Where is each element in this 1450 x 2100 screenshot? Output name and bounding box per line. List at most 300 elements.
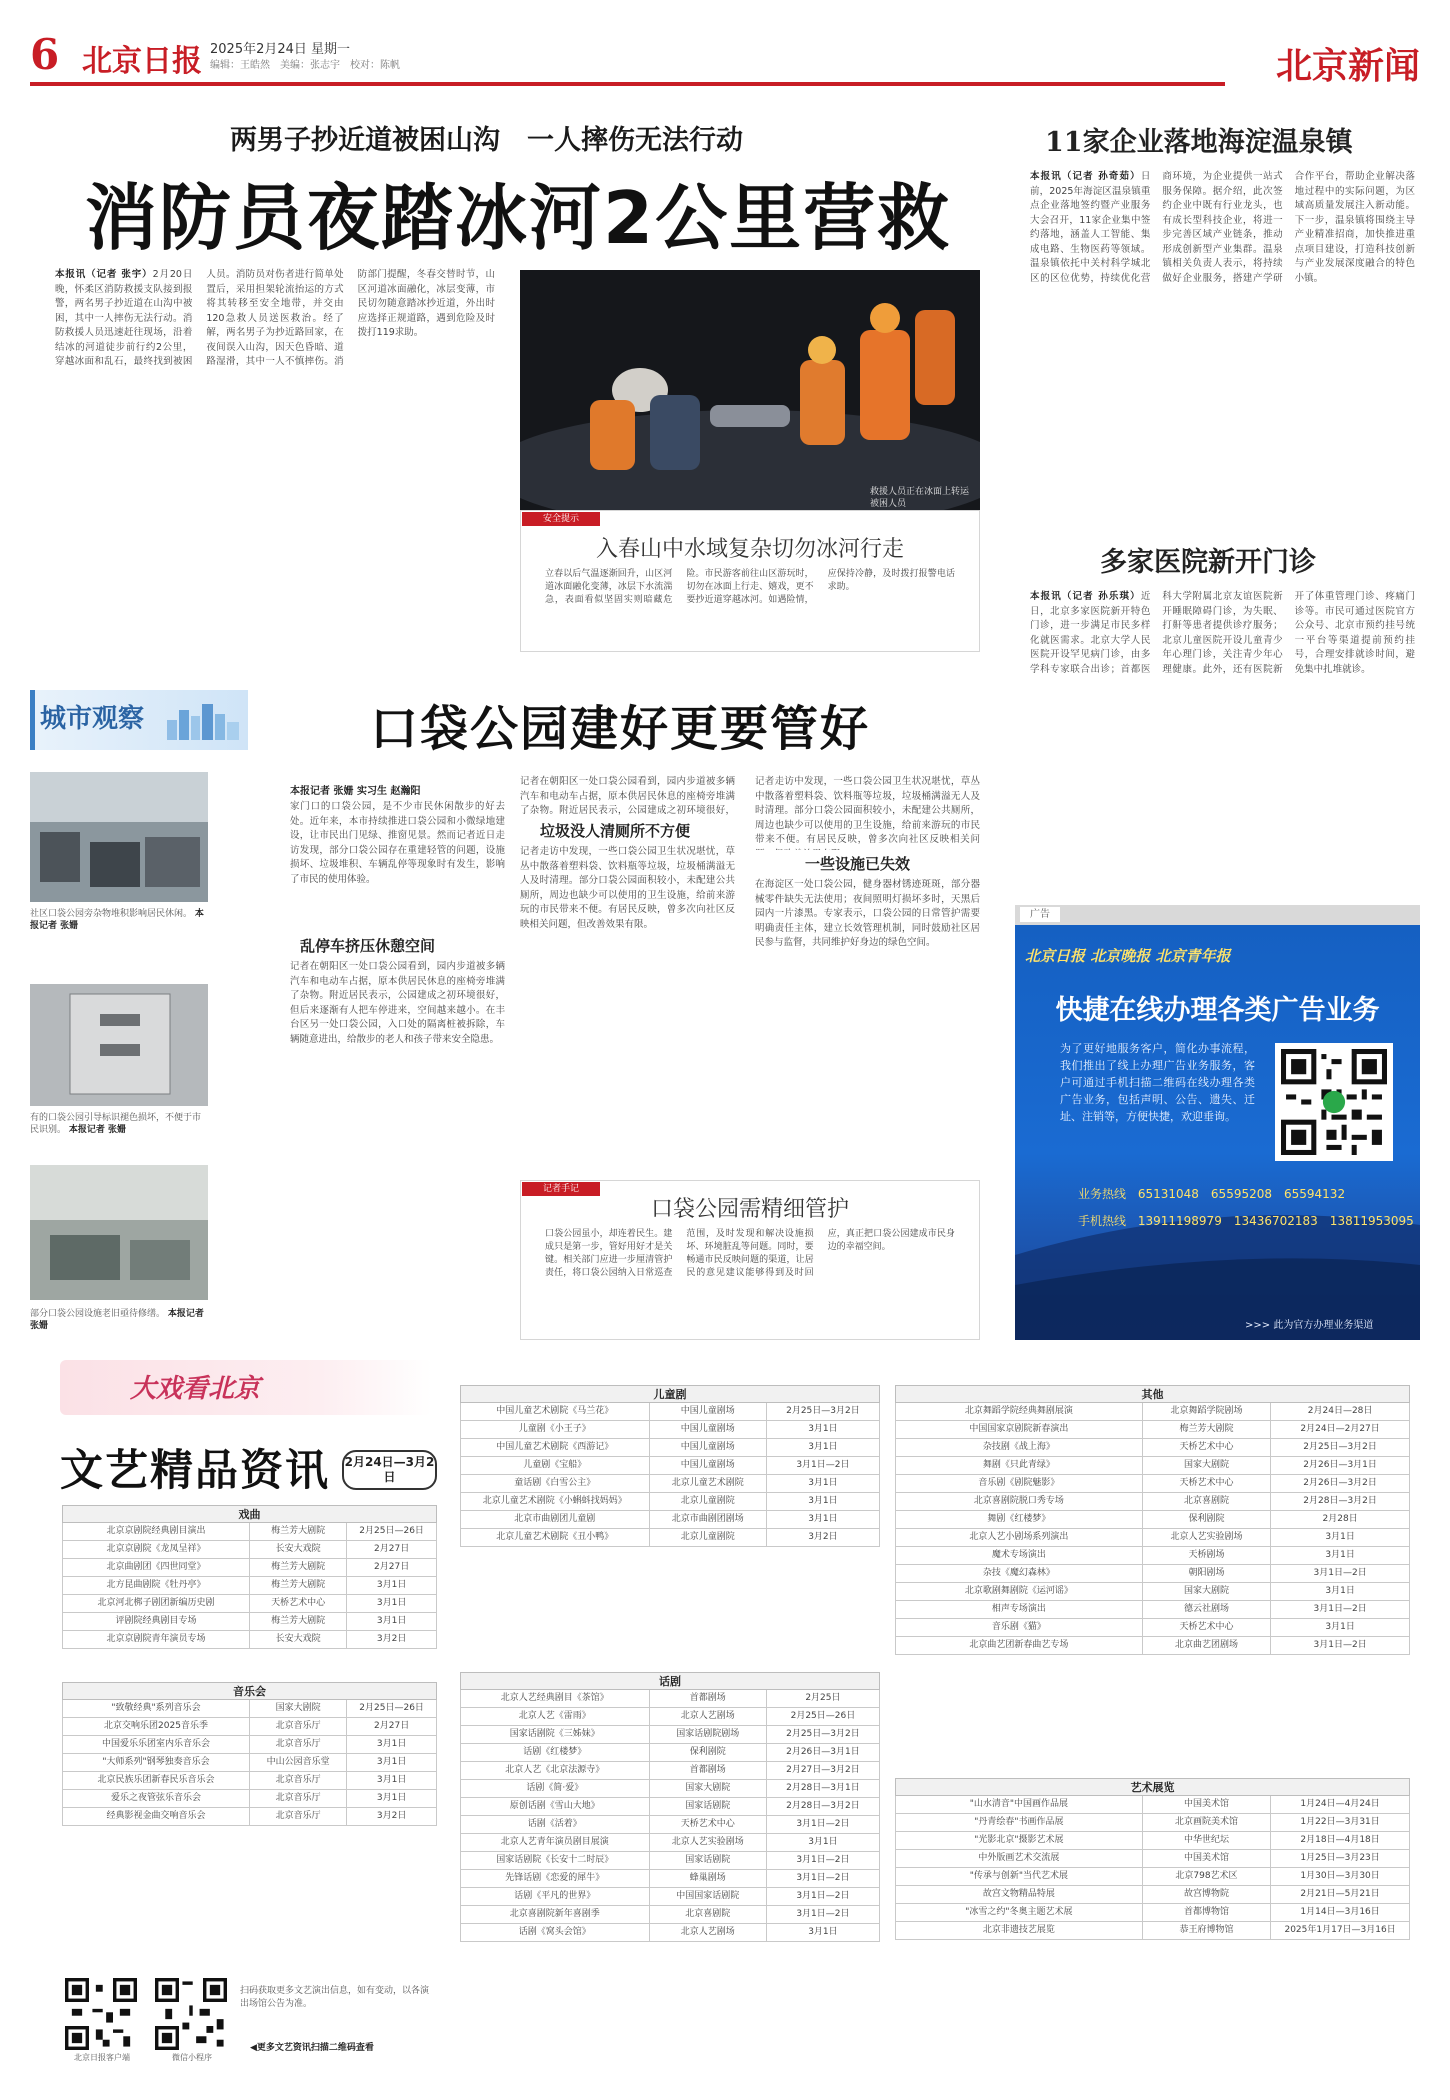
event-venue-cell: 中国儿童剧场 — [649, 1403, 766, 1421]
ad-mobile-line — [1078, 1212, 1414, 1229]
event-name-cell: 杂技《魔幻森林》 — [896, 1565, 1143, 1583]
table-row — [896, 1529, 1410, 1547]
table-row — [461, 1529, 880, 1547]
table-row — [896, 1511, 1410, 1529]
table-row — [896, 1886, 1410, 1904]
guide-sign-illustration — [30, 984, 208, 1106]
event-venue-cell: 北京曲艺团剧场 — [1142, 1637, 1271, 1655]
ad-phone-label: 业务热线 — [1078, 1187, 1127, 1201]
table-row — [896, 1850, 1410, 1868]
table-row — [63, 1577, 437, 1595]
event-date-cell: 3月1日—2日 — [766, 1816, 879, 1834]
table-row — [63, 1595, 437, 1613]
ad-qr-code[interactable] — [1275, 1043, 1393, 1161]
table-row — [63, 1790, 437, 1808]
ad-label-bar — [1015, 905, 1420, 925]
event-name-cell: 北京人艺《雷雨》 — [461, 1708, 650, 1726]
event-name-cell: 相声专场演出 — [896, 1601, 1143, 1619]
event-venue-cell: 北京人艺剧场 — [649, 1708, 766, 1726]
park-headline: 口袋公园建好更要管好 — [370, 701, 871, 757]
skyline-icon — [165, 702, 243, 740]
lead-article-body — [55, 268, 495, 628]
event-name-cell: 北方昆曲剧院《牡丹亭》 — [63, 1577, 250, 1595]
event-venue-cell: 北京音乐厅 — [250, 1736, 347, 1754]
event-date-cell: 2月25日—26日 — [766, 1708, 879, 1726]
event-name-cell: "山水清音"中国画作品展 — [896, 1796, 1143, 1814]
event-venue-cell: 天桥艺术中心 — [1142, 1619, 1271, 1637]
event-name-cell: 话剧《活着》 — [461, 1816, 650, 1834]
table-row — [63, 1772, 437, 1790]
event-name-cell: "大师系列"钢琴独奏音乐会 — [63, 1754, 250, 1772]
event-venue-cell: 国家话剧院 — [649, 1852, 766, 1870]
qr-more-link[interactable]: ◀更多文艺资讯扫描二维码查看 — [250, 2043, 374, 2053]
tip-label: 安全提示 — [522, 512, 600, 526]
park-body-1-cont: 记者在朝阳区一处口袋公园看到，园内步道被多辆汽车和电动车占据，原本供居民休息的座椅旁堆满了杂物。附近居民表示，公园建成之初环境很好， — [520, 776, 735, 815]
event-venue-cell: 梅兰芳大剧院 — [250, 1523, 347, 1541]
event-name-cell: 中外版画艺术交流展 — [896, 1850, 1143, 1868]
table-row — [461, 1924, 880, 1942]
issue-date: 2025年2月24日 星期一 — [210, 42, 351, 57]
event-venue-cell: 北京音乐厅 — [250, 1718, 347, 1736]
event-date-cell: 1月22日—3月31日 — [1271, 1814, 1410, 1832]
park-byline: 本报记者 张姗 实习生 赵瀚阳 — [290, 786, 421, 797]
table-row — [896, 1457, 1410, 1475]
events-table — [460, 1672, 880, 1942]
event-name-cell: 杂技剧《战上海》 — [896, 1439, 1143, 1457]
events-table-opera — [62, 1505, 437, 1649]
hospital-headline: 多家医院新开门诊 — [1100, 547, 1316, 578]
event-venue-cell: 天桥剧场 — [1142, 1547, 1271, 1565]
event-date-cell: 3月1日—2日 — [1271, 1601, 1410, 1619]
table-row — [896, 1637, 1410, 1655]
event-venue-cell: 长安大戏院 — [250, 1631, 347, 1649]
event-date-cell: 2月24日—2月27日 — [1271, 1421, 1410, 1439]
event-date-cell: 3月1日 — [766, 1439, 879, 1457]
tip-headline: 入春山中水域复杂切勿冰河行走 — [595, 537, 904, 562]
table-row — [896, 1619, 1410, 1637]
event-venue-cell: 国家话剧院剧场 — [649, 1726, 766, 1744]
event-venue-cell: 首都剧场 — [649, 1690, 766, 1708]
event-venue-cell: 梅兰芳大剧院 — [1142, 1421, 1271, 1439]
event-date-cell: 2月28日—3月1日 — [766, 1780, 879, 1798]
event-date-cell: 1月24日—4月24日 — [1271, 1796, 1410, 1814]
lead-body-text: 2月20日晚，怀柔区消防救援支队接到报警，两名男子抄近道在山沟中被困，其中一人摔伤无法行动。消防救援人员迅速赶往现场，沿着结冰的河道徒步前行约2公里，穿越冰面和乱石，最终找到被困人员。消防员对伤者进行简单处置后，采用担架轮流抬运的方式将其转移至安全地带，并交由120急救人员送医救治。经了解，两名男子为抄近路回家，在夜间误入山沟，因天色昏暗、道路湿滑，其中一人不慎摔伤。消防部门提醒，冬春交替时节，山区河道冰面融化，冰层变薄，市民切勿随意踏冰抄近道，外出时应选择正规道路，遇到危险及时拨打119求助。 — [55, 269, 495, 367]
city-observation-label: 城市观察 — [40, 704, 145, 734]
refine-body: 口袋公园虽小，却连着民生。建成只是第一步，管好用好才是关键。相关部门应进一步厘清管护责任，将口袋公园纳入日常巡查范围，及时发现和解决设施损坏、环境脏乱等问题。同时，要畅通市民反映问题的渠道，让居民的意见建议能够得到及时回应，真正把口袋公园建成市民身边的幸福空间。 — [545, 1229, 955, 1278]
event-date-cell: 3月1日 — [347, 1754, 437, 1772]
park-body-2: 记者走访中发现，一些口袋公园卫生状况堪忧，草丛中散落着塑料袋、饮料瓶等垃圾，垃圾桶满溢无人及时清理。部分口袋公园面积较小，未配建公共厕所，周边也缺少可以使用的卫生设施，给前来游玩的市民带来不便。有居民反映，曾多次向社区反映相关问题，但改善效果有限。 — [520, 846, 735, 930]
event-name-cell: 音乐剧《猫》 — [896, 1619, 1143, 1637]
events-table-title: 音乐会 — [63, 1683, 437, 1700]
event-venue-cell: 首都博物馆 — [1142, 1904, 1271, 1922]
event-date-cell: 2月25日 — [766, 1690, 879, 1708]
city-photo-1-credit: 本报记者 张姗 — [30, 909, 204, 931]
arts-title: 文艺精品资讯 — [60, 1446, 330, 1496]
event-date-cell: 2月27日 — [347, 1718, 437, 1736]
table-row — [63, 1736, 437, 1754]
event-name-cell: 北京儿童艺术剧院《丑小鸭》 — [461, 1529, 650, 1547]
table-row — [461, 1816, 880, 1834]
event-date-cell: 3月2日 — [766, 1529, 879, 1547]
park-subhead-3: 一些设施已失效 — [805, 855, 911, 873]
event-date-cell: 2月28日—3月2日 — [766, 1798, 879, 1816]
event-venue-cell: 北京儿童艺术剧院 — [649, 1475, 766, 1493]
table-row — [63, 1631, 437, 1649]
events-table-title: 艺术展览 — [896, 1779, 1410, 1796]
events-table — [62, 1505, 437, 1649]
ad-mobile-label: 手机热线 — [1078, 1214, 1127, 1228]
event-date-cell: 2月25日—3月2日 — [766, 1403, 879, 1421]
event-date-cell: 3月1日 — [766, 1511, 879, 1529]
qr-code-icon — [1281, 1049, 1387, 1155]
event-date-cell: 2月24日—28日 — [1271, 1403, 1410, 1421]
event-venue-cell: 首都剧场 — [649, 1762, 766, 1780]
page-number: 6 — [30, 30, 60, 79]
table-row — [63, 1700, 437, 1718]
event-venue-cell: 北京音乐厅 — [250, 1790, 347, 1808]
table-row — [461, 1726, 880, 1744]
event-date-cell: 2025年1月17日—3月16日 — [1271, 1922, 1410, 1940]
event-name-cell: 爱乐之夜管弦乐音乐会 — [63, 1790, 250, 1808]
event-name-cell: 北京京剧院青年演员专场 — [63, 1631, 250, 1649]
event-venue-cell: 天桥艺术中心 — [1142, 1439, 1271, 1457]
events-table-title: 其他 — [896, 1386, 1410, 1403]
ad-phone-line — [1078, 1185, 1345, 1202]
table-row — [461, 1457, 880, 1475]
event-venue-cell: 天桥艺术中心 — [1142, 1475, 1271, 1493]
event-name-cell: 北京京剧院经典剧目演出 — [63, 1523, 250, 1541]
event-name-cell: 中国儿童艺术剧院《西游记》 — [461, 1439, 650, 1457]
qr-code-caption-app: 北京日报客户端 — [74, 2053, 130, 2062]
table-row — [461, 1906, 880, 1924]
event-date-cell: 3月1日 — [347, 1595, 437, 1613]
ad-title: 快捷在线办理各类广告业务 — [1055, 995, 1380, 1026]
city-photo-2-caption-text: 有的口袋公园引导标识褪色损坏，不便于市民识别。 — [30, 1113, 202, 1135]
event-date-cell: 3月1日—2日 — [766, 1888, 879, 1906]
events-table — [62, 1682, 437, 1826]
table-row — [896, 1439, 1410, 1457]
event-name-cell: 中国国家京剧院新春演出 — [896, 1421, 1143, 1439]
event-venue-cell: 蜂巢剧场 — [649, 1870, 766, 1888]
event-venue-cell: 北京人艺剧场 — [649, 1924, 766, 1942]
event-name-cell: 话剧《平凡的世界》 — [461, 1888, 650, 1906]
event-name-cell: 经典影视金曲交响音乐会 — [63, 1808, 250, 1826]
table-row — [63, 1808, 437, 1826]
event-venue-cell: 国家大剧院 — [649, 1780, 766, 1798]
city-photo-3-caption-text: 部分口袋公园设施老旧亟待修缮。 — [30, 1309, 166, 1319]
event-venue-cell: 梅兰芳大剧院 — [250, 1559, 347, 1577]
header-rule — [30, 82, 1225, 86]
event-name-cell: 北京民族乐团新春民乐音乐会 — [63, 1772, 250, 1790]
event-venue-cell: 国家大剧院 — [1142, 1583, 1271, 1601]
table-row — [896, 1583, 1410, 1601]
event-name-cell: 故宫文物精品特展 — [896, 1886, 1143, 1904]
qr-note: 扫码获取更多文艺演出信息，如有变动，以各演出场馆公告为准。 — [240, 1986, 430, 2009]
event-name-cell: 评剧院经典剧目专场 — [63, 1613, 250, 1631]
table-row — [896, 1421, 1410, 1439]
events-table-other — [895, 1385, 1410, 1655]
table-row — [896, 1868, 1410, 1886]
city-photo-2-caption — [30, 1112, 208, 1136]
events-table-exhibition — [895, 1778, 1410, 1940]
table-row — [461, 1421, 880, 1439]
parked-bikes-illustration — [30, 772, 208, 902]
masthead-logo: 北京日报 — [82, 44, 202, 79]
event-venue-cell: 中国儿童剧场 — [649, 1439, 766, 1457]
event-venue-cell: 天桥艺术中心 — [649, 1816, 766, 1834]
table-row — [461, 1493, 880, 1511]
ad-footer: >>> 此为官方办理业务渠道 — [1245, 1320, 1374, 1331]
event-name-cell: 北京人艺《北京法源寺》 — [461, 1762, 650, 1780]
event-name-cell: 北京人艺经典剧目《茶馆》 — [461, 1690, 650, 1708]
event-date-cell: 2月28日—3月2日 — [1271, 1493, 1410, 1511]
events-table — [460, 1385, 880, 1547]
event-venue-cell: 北京人艺实验剧场 — [1142, 1529, 1271, 1547]
table-row — [896, 1796, 1410, 1814]
table-row — [63, 1559, 437, 1577]
table-row — [461, 1690, 880, 1708]
qr-code-caption-mini-program: 微信小程序 — [172, 2053, 212, 2062]
table-row — [461, 1852, 880, 1870]
event-date-cell: 3月1日 — [766, 1924, 879, 1942]
event-date-cell: 3月1日—2日 — [1271, 1637, 1410, 1655]
event-name-cell: "丹青绘春"书画作品展 — [896, 1814, 1143, 1832]
event-date-cell: 3月1日 — [347, 1772, 437, 1790]
table-row — [896, 1547, 1410, 1565]
event-name-cell: 北京市曲剧团儿童剧 — [461, 1511, 650, 1529]
ad-label: 广告 — [1020, 907, 1060, 922]
park-body-1: 记者在朝阳区一处口袋公园看到，园内步道被多辆汽车和电动车占据，原本供居民休息的座椅旁堆满了杂物。附近居民表示，公园建成之初环境很好，但后来逐渐有人把车停进来，空间越来越小。在丰台区另一处口袋公园，入口处的隔离桩被拆除，车辆随意进出，给散步的老人和孩子带来安全隐患。 — [290, 961, 505, 1045]
lead-photo — [520, 270, 980, 510]
city-photo-3-caption — [30, 1308, 208, 1332]
events-table — [895, 1778, 1410, 1940]
city-photo-3-credit: 本报记者 张姗 — [30, 1309, 204, 1331]
city-photo-3 — [30, 1165, 208, 1300]
city-photo-1-caption-text: 社区口袋公园旁杂物堆积影响居民休闲。 — [30, 909, 193, 919]
table-row — [461, 1744, 880, 1762]
table-row — [461, 1475, 880, 1493]
event-date-cell: 2月21日—5月21日 — [1271, 1886, 1410, 1904]
hospital-article-body — [1030, 590, 1415, 890]
event-date-cell: 3月1日 — [766, 1834, 879, 1852]
haidian-headline: 11家企业落地海淀温泉镇 — [1045, 127, 1353, 158]
arts-date-range: 2月24日—3月2日 — [342, 1450, 437, 1490]
event-name-cell: 北京非遗技艺展览 — [896, 1922, 1143, 1940]
event-date-cell: 1月25日—3月23日 — [1271, 1850, 1410, 1868]
event-name-cell: "传承与创新"当代艺术展 — [896, 1868, 1143, 1886]
event-name-cell: 北京交响乐团2025音乐季 — [63, 1718, 250, 1736]
events-table-title: 儿童剧 — [461, 1386, 880, 1403]
haidian-body-text: 日前，2025年海淀区温泉镇重点企业落地签约暨产业服务大会召开，11家企业集中签约落地，涵盖人工智能、集成电路、生物医药等领域。温泉镇依托中关村科学城北区的区位优势，持续优化营商环境，为企业提供一站式服务保障。据介绍，此次签约企业中既有行业龙头，也有成长型科技企业，将进一步完善区域产业链条，推动形成创新型产业集群。温泉镇相关负责人表示，将持续做好企业服务，搭建产学研合作平台，帮助企业解决落地过程中的实际问题，为区域高质量发展注入新动能。下一步，温泉镇将围绕主导产业精准招商，加快推进重点项目建设，打造科技创新与产业发展深度融合的特色小镇。 — [1030, 171, 1415, 284]
ad-brand: 北京日报 北京晚报 北京青年报 — [1025, 947, 1231, 965]
event-date-cell: 3月1日 — [347, 1790, 437, 1808]
event-date-cell: 2月28日 — [1271, 1511, 1410, 1529]
event-venue-cell: 梅兰芳大剧院 — [250, 1613, 347, 1631]
table-row — [896, 1601, 1410, 1619]
table-row — [461, 1511, 880, 1529]
table-row — [896, 1832, 1410, 1850]
park-subhead-1: 乱停车挤压休憩空间 — [300, 937, 436, 955]
issue-editors: 编辑：王皓然 美编：张志宇 校对：陈帆 — [210, 60, 400, 71]
event-venue-cell: 北京音乐厅 — [250, 1772, 347, 1790]
event-name-cell: 舞剧《红楼梦》 — [896, 1511, 1143, 1529]
event-venue-cell: 北京人艺实验剧场 — [649, 1834, 766, 1852]
event-name-cell: 北京京剧院《龙凤呈祥》 — [63, 1541, 250, 1559]
event-date-cell: 3月1日 — [766, 1475, 879, 1493]
arts-banner-label: 大戏看北京 — [130, 1374, 261, 1404]
event-name-cell: 中国儿童艺术剧院《马兰花》 — [461, 1403, 650, 1421]
city-photo-2 — [30, 984, 208, 1106]
haidian-byline: 本报讯（记者 孙奇茹） — [1030, 171, 1141, 182]
city-photo-1 — [30, 772, 208, 902]
event-name-cell: 北京歌剧舞剧院《运河谣》 — [896, 1583, 1143, 1601]
event-name-cell: 儿童剧《宝船》 — [461, 1457, 650, 1475]
events-table-children — [460, 1385, 880, 1547]
event-date-cell: 3月1日 — [1271, 1583, 1410, 1601]
event-name-cell: 舞剧《只此青绿》 — [896, 1457, 1143, 1475]
event-venue-cell: 北京舞蹈学院剧场 — [1142, 1403, 1271, 1421]
table-row — [63, 1718, 437, 1736]
events-table-title: 话剧 — [461, 1673, 880, 1690]
hospital-body-text: 近日，北京多家医院新开特色门诊，进一步满足市民多样化就医需求。北京大学人民医院开设罕见病门诊，由多学科专家联合出诊；首都医科大学附属北京友谊医院新开睡眠障碍门诊，为失眠、打鼾等患者提供诊疗服务；北京儿童医院开设儿童青少年心理门诊，关注青少年心理健康。此外，还有医院新开了体重管理门诊、疼痛门诊等。市民可通过医院官方公众号、北京市预约挂号统一平台等渠道提前预约挂号，合理安排就诊时间，避免集中扎堆就诊。 — [1030, 591, 1415, 675]
event-venue-cell: 北京喜剧院 — [1142, 1493, 1271, 1511]
event-venue-cell: 天桥艺术中心 — [250, 1595, 347, 1613]
table-row — [461, 1762, 880, 1780]
table-row — [63, 1541, 437, 1559]
table-row — [461, 1870, 880, 1888]
event-name-cell: 话剧《红楼梦》 — [461, 1744, 650, 1762]
table-row — [461, 1888, 880, 1906]
lead-byline: 本报讯（记者 张宇） — [55, 269, 153, 280]
event-name-cell: 北京人艺青年演员剧目展演 — [461, 1834, 650, 1852]
event-venue-cell: 保利剧院 — [1142, 1511, 1271, 1529]
event-venue-cell: 北京儿童剧院 — [649, 1493, 766, 1511]
event-venue-cell: 恭王府博物馆 — [1142, 1922, 1271, 1940]
table-row — [461, 1403, 880, 1421]
event-venue-cell: 国家大剧院 — [250, 1700, 347, 1718]
haidian-article-body — [1030, 170, 1415, 520]
event-date-cell: 2月26日—3月1日 — [1271, 1457, 1410, 1475]
event-venue-cell: 德云社剧场 — [1142, 1601, 1271, 1619]
event-date-cell: 3月1日—2日 — [1271, 1565, 1410, 1583]
refine-label: 记者手记 — [522, 1182, 600, 1196]
event-date-cell: 2月26日—3月1日 — [766, 1744, 879, 1762]
lead-photo-caption: 救援人员正在冰面上转运被困人员 — [870, 487, 970, 509]
event-venue-cell: 国家话剧院 — [649, 1798, 766, 1816]
event-name-cell: 话剧《窝头会馆》 — [461, 1924, 650, 1942]
event-date-cell: 2月25日—3月2日 — [1271, 1439, 1410, 1457]
event-date-cell: 3月1日 — [1271, 1529, 1410, 1547]
table-row — [63, 1754, 437, 1772]
event-name-cell: 北京喜剧院脱口秀专场 — [896, 1493, 1143, 1511]
table-row — [896, 1403, 1410, 1421]
event-venue-cell: 北京市曲剧团剧场 — [649, 1511, 766, 1529]
event-venue-cell: 中国国家话剧院 — [649, 1888, 766, 1906]
event-venue-cell: 故宫博物院 — [1142, 1886, 1271, 1904]
event-venue-cell: 北京儿童剧院 — [649, 1529, 766, 1547]
event-name-cell: 童话剧《白雪公主》 — [461, 1475, 650, 1493]
app-qr-code-icon[interactable] — [65, 1978, 137, 2050]
lead-headline: 消防员夜踏冰河2公里营救 — [85, 176, 952, 260]
table-row — [896, 1814, 1410, 1832]
event-date-cell: 3月1日—2日 — [766, 1457, 879, 1475]
event-name-cell: 中国爱乐乐团室内乐音乐会 — [63, 1736, 250, 1754]
table-row — [461, 1780, 880, 1798]
event-venue-cell: 梅兰芳大剧院 — [250, 1577, 347, 1595]
event-date-cell: 3月1日—2日 — [766, 1906, 879, 1924]
table-row — [896, 1922, 1410, 1940]
events-table-concert — [62, 1682, 437, 1826]
ad-body: 为了更好地服务客户，简化办事流程，我们推出了线上办理广告业务服务，客户可通过手机扫描二维码在线办理各类广告业务，包括声明、公告、遗失、迁址、注销等，方便快捷，欢迎垂询。 — [1060, 1042, 1255, 1123]
lead-kicker: 两男子抄近道被困山沟 一人摔伤无法行动 — [230, 125, 743, 156]
event-venue-cell: 朝阳剧场 — [1142, 1565, 1271, 1583]
event-venue-cell: 中国儿童剧场 — [649, 1421, 766, 1439]
event-venue-cell: 中山公园音乐堂 — [250, 1754, 347, 1772]
event-venue-cell: 长安大戏院 — [250, 1541, 347, 1559]
park-subhead-2: 垃圾没人清厕所不方便 — [540, 822, 691, 840]
events-table-title: 戏曲 — [63, 1506, 437, 1523]
section-title: 北京新闻 — [1275, 46, 1420, 87]
event-name-cell: 北京曲艺团新春曲艺专场 — [896, 1637, 1143, 1655]
event-date-cell: 1月30日—3月30日 — [1271, 1868, 1410, 1886]
event-venue-cell: 北京画院美术馆 — [1142, 1814, 1271, 1832]
event-date-cell: 3月1日 — [766, 1421, 879, 1439]
event-date-cell: 3月2日 — [347, 1631, 437, 1649]
event-date-cell: 3月2日 — [347, 1808, 437, 1826]
table-row — [461, 1834, 880, 1852]
table-row — [896, 1565, 1410, 1583]
event-date-cell: 3月1日 — [347, 1736, 437, 1754]
event-name-cell: 音乐剧《剧院魅影》 — [896, 1475, 1143, 1493]
event-date-cell: 2月25日—3月2日 — [766, 1726, 879, 1744]
event-venue-cell: 国家大剧院 — [1142, 1457, 1271, 1475]
park-body-3: 在海淀区一处口袋公园，健身器材锈迹斑斑，部分器械零件缺失无法使用；夜间照明灯损坏多时，天黑后园内一片漆黑。专家表示，口袋公园的日常管护需要明确责任主体，建立长效管理机制，同时鼓励社区居民参与监督，共同维护好身边的绿色空间。 — [755, 879, 980, 948]
event-date-cell: 2月18日—4月18日 — [1271, 1832, 1410, 1850]
event-venue-cell: 中国儿童剧场 — [649, 1457, 766, 1475]
event-name-cell: 北京河北梆子剧团新编历史剧 — [63, 1595, 250, 1613]
table-row — [461, 1708, 880, 1726]
event-date-cell: 2月26日—3月2日 — [1271, 1475, 1410, 1493]
event-venue-cell: 中国美术馆 — [1142, 1850, 1271, 1868]
event-name-cell: "冰雪之约"冬奥主题艺术展 — [896, 1904, 1143, 1922]
event-name-cell: 北京人艺小剧场系列演出 — [896, 1529, 1143, 1547]
refine-headline: 口袋公园需精细管护 — [650, 1197, 849, 1222]
city-photo-2-credit: 本报记者 张姗 — [68, 1125, 127, 1135]
table-row — [461, 1798, 880, 1816]
events-table-drama — [460, 1672, 880, 1942]
event-date-cell: 3月1日—2日 — [766, 1870, 879, 1888]
event-date-cell: 2月25日—26日 — [347, 1700, 437, 1718]
events-table — [895, 1385, 1410, 1655]
city-photo-1-caption — [30, 908, 208, 932]
event-venue-cell: 中华世纪坛 — [1142, 1832, 1271, 1850]
ad-phone-numbers: 65131048 65595208 65594132 — [1137, 1187, 1346, 1201]
event-name-cell: 国家话剧院《三姊妹》 — [461, 1726, 650, 1744]
event-name-cell: "光影北京"摄影艺术展 — [896, 1832, 1143, 1850]
event-venue-cell: 北京音乐厅 — [250, 1808, 347, 1826]
event-name-cell: 北京儿童艺术剧院《小蝌蚪找妈妈》 — [461, 1493, 650, 1511]
table-row — [63, 1523, 437, 1541]
event-name-cell: "致敬经典"系列音乐会 — [63, 1700, 250, 1718]
event-date-cell: 2月25日—26日 — [347, 1523, 437, 1541]
event-date-cell: 3月1日 — [766, 1493, 879, 1511]
table-row — [896, 1904, 1410, 1922]
event-name-cell: 原创话剧《雪山大地》 — [461, 1798, 650, 1816]
event-date-cell: 2月27日—3月2日 — [766, 1762, 879, 1780]
event-name-cell: 先锋话剧《恋爱的犀牛》 — [461, 1870, 650, 1888]
mini-program-qr-code-icon[interactable] — [155, 1978, 227, 2050]
event-venue-cell: 北京喜剧院 — [649, 1906, 766, 1924]
